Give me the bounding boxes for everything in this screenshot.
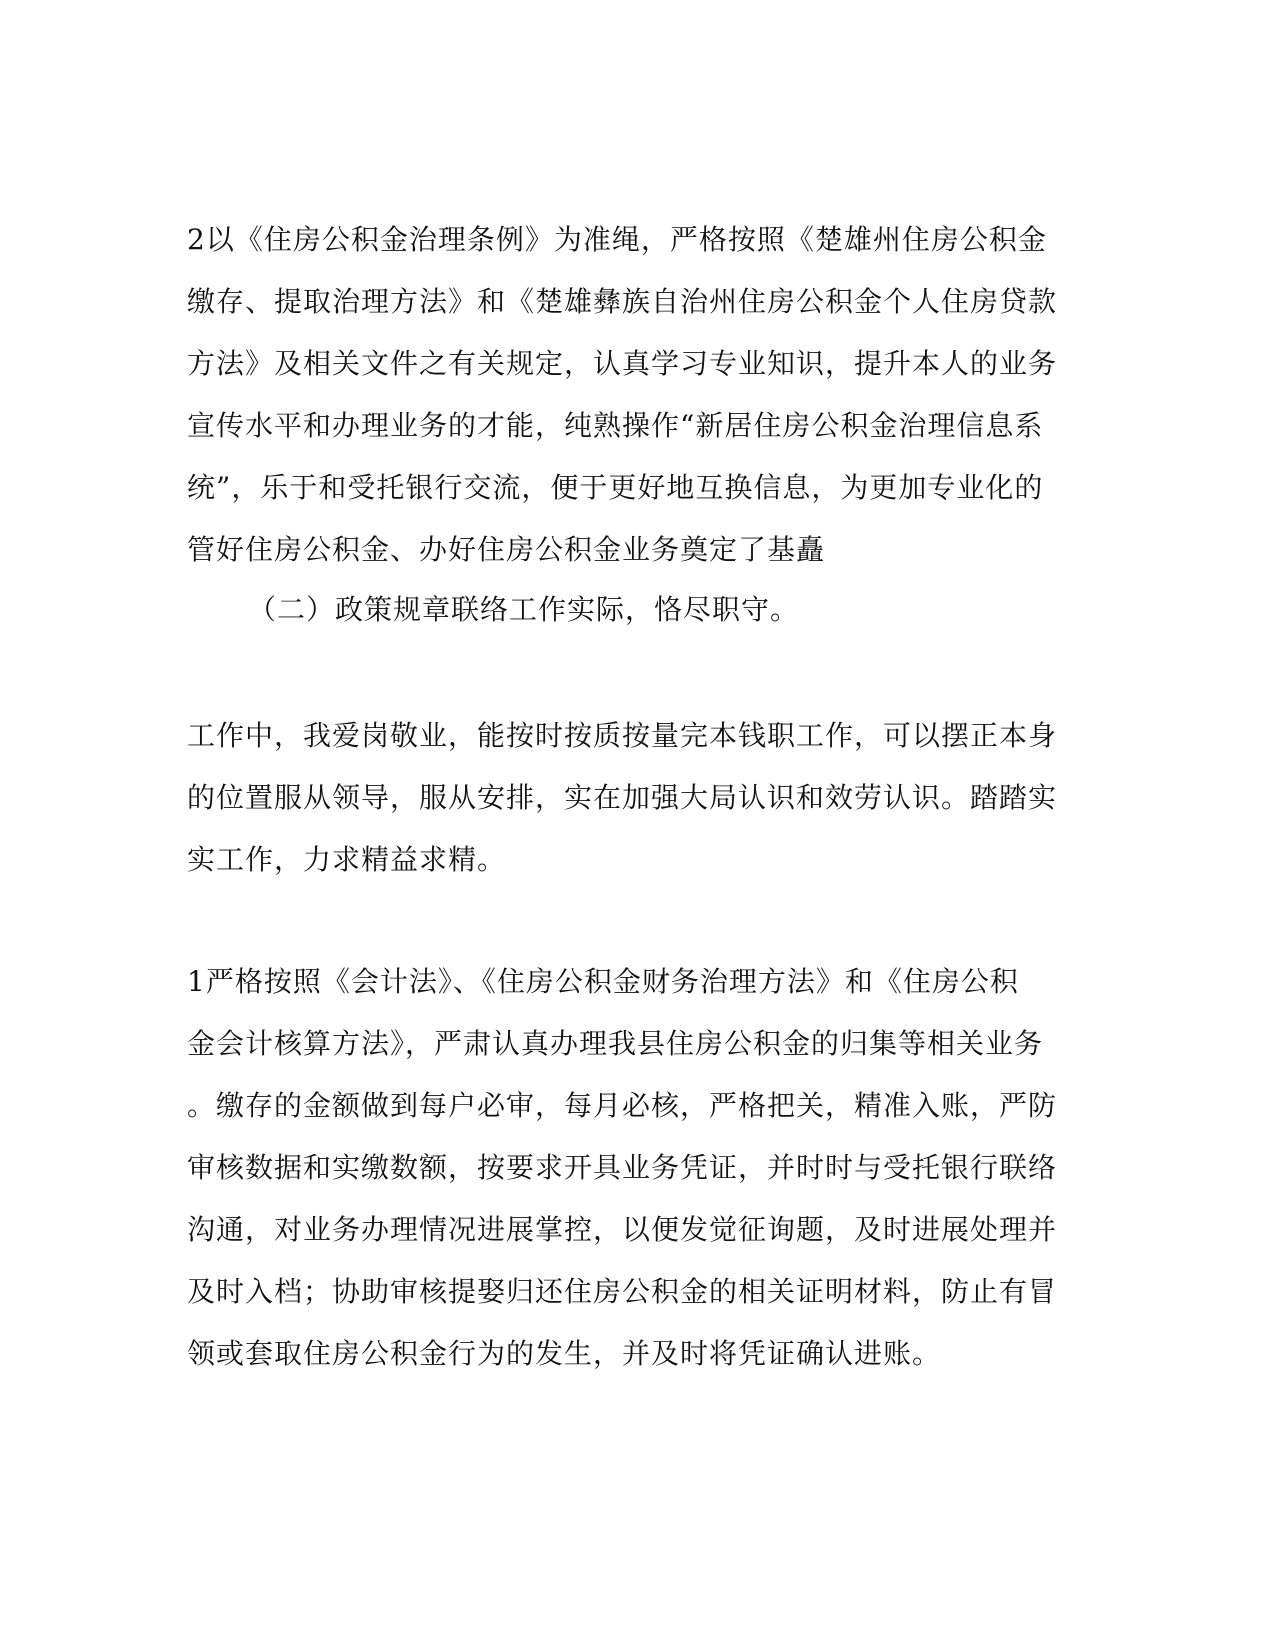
section-heading [248, 579, 1083, 641]
text-line: 领或套取住房公积金行为的发生，并及时将凭证确认进账。 [187, 1337, 942, 1370]
text-line: 2以《住房公积金治理条例》为准绳，严格按照《楚雄州住房公积金 [187, 223, 1047, 256]
text-line: 1严格按照《会计法》、《住房公积金财务治理方法》和《住房公积 [187, 965, 1019, 998]
text-line: 金会计核算方法》，严肃认真办理我县住房公积金的归集等相关业务 [187, 1027, 1044, 1060]
text-line: 沟通，对业务办理情况进展掌控，以便发觉征询题，及时进展处理并 [187, 1213, 1058, 1246]
text-line: 实工作，力求精益求精。 [187, 843, 507, 876]
text-line: 工作中，我爱岗敬业，能按时按质按量完本钱职工作，可以摆正本身 [187, 719, 1058, 752]
paragraph-housing-fund-regulations [187, 209, 1058, 581]
text-line: 缴存、提取治理方法》和《楚雄彝族自治州住房公积金个人住房贷款 [187, 285, 1058, 318]
text-line: 方法》及相关文件之有关规定，认真学习专业知识，提升本人的业务 [187, 347, 1058, 380]
text-line: 审核数据和实缴数额，按要求开具业务凭证，并时时与受托银行联络 [187, 1151, 1058, 1184]
heading-line: （二）政策规章联络工作实际，恪尽职守。 [248, 593, 800, 626]
paragraph-work-attitude [187, 705, 1058, 891]
text-line: 及时入档；协助审核提娶归还住房公积金的相关证明材料，防止有冒 [187, 1275, 1058, 1308]
text-line: 管好住房公积金、办好住房公积金业务奠定了基矗 [187, 533, 826, 566]
text-line: 。缴存的金额做到每户必审，每月必核，严格把关，精准入账，严防 [187, 1089, 1058, 1122]
text-line: 统”，乐于和受托银行交流，便于更好地互换信息，为更加专业化的 [187, 471, 1044, 504]
text-line: 的位置服从领导，服从安排，实在加强大局认识和效劳认识。踏踏实 [187, 781, 1058, 814]
text-line: 宣传水平和办理业务的才能，纯熟操作“新居住房公积金治理信息系 [187, 409, 1044, 442]
paragraph-accounting-duties [187, 951, 1058, 1385]
